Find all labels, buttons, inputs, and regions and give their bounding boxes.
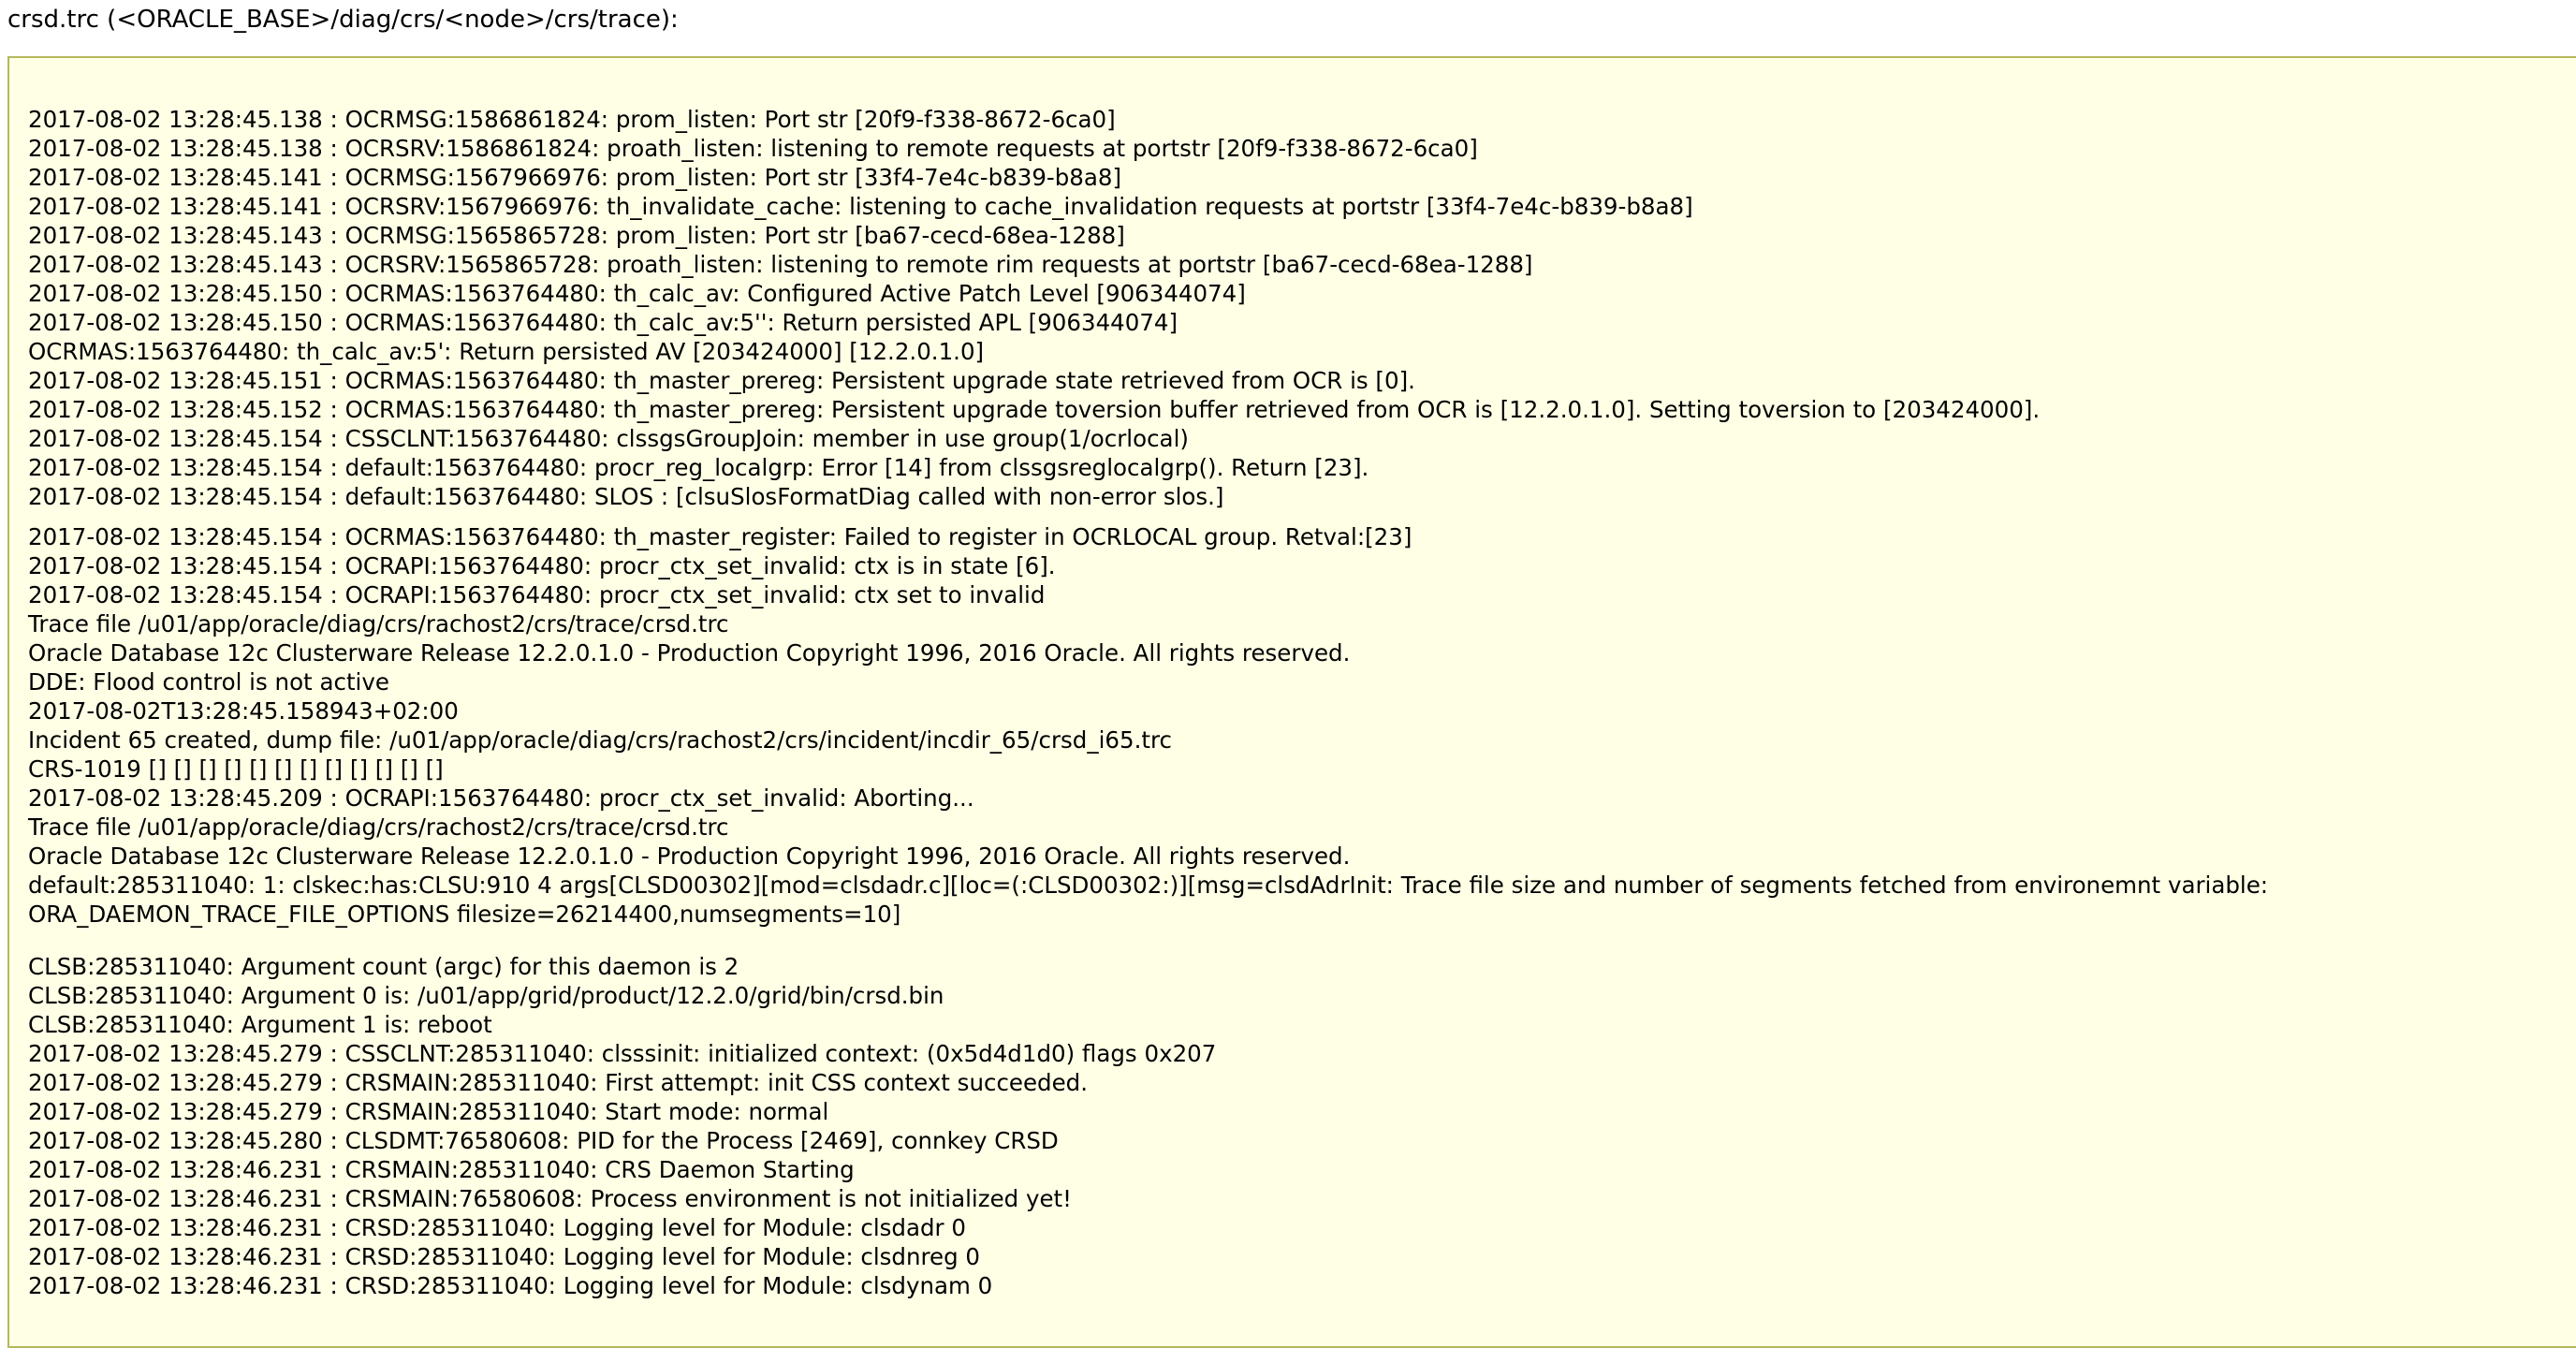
trace-block-3 [28,952,2570,1300]
trace-line: 2017-08-02 13:28:45.138 : OCRSRV:1586861824: proath_listen: listening to remote requests at portstr [20f9-f338-8672-6ca0] [28,135,1478,162]
block-spacer [28,511,2570,522]
page-heading: crsd.trc (<ORACLE_BASE>/diag/crs/<node>/crs/trace): [7,6,679,34]
trace-line: 2017-08-02 13:28:45.280 : CLSDMT:76580608: PID for the Process [2469], connkey CRSD [28,1127,1059,1154]
trace-line: DDE: Flood control is not active [28,668,389,696]
trace-block-1 [28,105,2570,511]
trace-line: 2017-08-02 13:28:46.231 : CRSD:285311040: Logging level for Module: clsdynam 0 [28,1272,993,1299]
trace-line: 2017-08-02 13:28:45.150 : OCRMAS:1563764480: th_calc_av: Configured Active Patch Level [906344074] [28,280,1246,307]
trace-line: 2017-08-02 13:28:45.279 : CRSMAIN:285311040: First attempt: init CSS context succeeded. [28,1069,1089,1096]
trace-line: 2017-08-02 13:28:45.152 : OCRMAS:1563764480: th_master_prereg: Persistent upgrade toversion buffer retrieved from OCR is [12.2.0.1.0]. Setting toversion to [203424000]. [28,396,2041,423]
trace-line: 2017-08-02 13:28:46.231 : CRSMAIN:285311040: CRS Daemon Starting [28,1156,855,1183]
trace-line: OCRMAS:1563764480: th_calc_av:5': Return persisted AV [203424000] [12.2.0.1.0] [28,338,985,365]
trace-line: 2017-08-02 13:28:45.154 : default:1563764480: procr_reg_localgrp: Error [14] from clssgsreglocalgrp(). Return [23]. [28,454,1369,481]
trace-line: 2017-08-02 13:28:45.141 : OCRSRV:1567966976: th_invalidate_cache: listening to cache_invalidation requests at portstr [33f4-7e4c-b839-b8a8] [28,193,1693,220]
trace-line: CLSB:285311040: Argument 1 is: reboot [28,1011,492,1038]
trace-line: 2017-08-02 13:28:45.138 : OCRMSG:1586861824: prom_listen: Port str [20f9-f338-8672-6ca0] [28,106,1116,133]
trace-line: 2017-08-02 13:28:45.154 : CSSCLNT:1563764480: clssgsGroupJoin: member in use group(1/ocrlocal) [28,425,1189,452]
trace-line: 2017-08-02 13:28:45.209 : OCRAPI:1563764480: procr_ctx_set_invalid: Aborting... [28,784,974,812]
trace-line: 2017-08-02 13:28:45.279 : CRSMAIN:285311040: Start mode: normal [28,1098,829,1125]
trace-line: 2017-08-02 13:28:46.231 : CRSMAIN:76580608: Process environment is not initialized yet! [28,1185,1072,1212]
trace-line: 2017-08-02 13:28:45.154 : OCRAPI:1563764480: procr_ctx_set_invalid: ctx is in state [6]. [28,552,1056,579]
trace-line: Oracle Database 12c Clusterware Release 12.2.0.1.0 - Production Copyright 1996, 2016 Oracle. All rights reserved. [28,639,1351,667]
trace-line: CRS-1019 [] [] [] [] [] [] [] [] [] [] [] [] [28,755,444,783]
trace-line: 2017-08-02 13:28:45.154 : OCRAPI:1563764480: procr_ctx_set_invalid: ctx set to invalid [28,581,1046,608]
trace-line: Incident 65 created, dump file: /u01/app/oracle/diag/crs/rachost2/crs/incident/incdir_65/crsd_i65.trc [28,726,1172,754]
trace-block-2 [28,522,2570,929]
trace-line: Oracle Database 12c Clusterware Release 12.2.0.1.0 - Production Copyright 1996, 2016 Oracle. All rights reserved. [28,842,1351,870]
trace-line: CLSB:285311040: Argument 0 is: /u01/app/grid/product/12.2.0/grid/bin/crsd.bin [28,982,944,1009]
trace-line: 2017-08-02 13:28:45.154 : default:1563764480: SLOS : [clsuSlosFormatDiag called with non-error slos.] [28,483,1224,510]
trace-log-box[interactable] [7,56,2576,1348]
trace-line: 2017-08-02 13:28:45.154 : OCRMAS:1563764480: th_master_register: Failed to register in OCRLOCAL group. Retval:[23] [28,523,1412,550]
trace-line: CLSB:285311040: Argument count (argc) for this daemon is 2 [28,953,739,980]
trace-line: Trace file /u01/app/oracle/diag/crs/rachost2/crs/trace/crsd.trc [28,813,729,841]
trace-line: 2017-08-02 13:28:45.151 : OCRMAS:1563764480: th_master_prereg: Persistent upgrade state retrieved from OCR is [0]. [28,367,1415,394]
trace-line: 2017-08-02 13:28:46.231 : CRSD:285311040: Logging level for Module: clsdadr 0 [28,1214,966,1241]
trace-line: 2017-08-02 13:28:45.150 : OCRMAS:1563764480: th_calc_av:5'': Return persisted APL [906344074] [28,309,1178,336]
trace-line: 2017-08-02 13:28:45.143 : OCRMSG:1565865728: prom_listen: Port str [ba67-cecd-68ea-1288] [28,222,1125,249]
trace-line: 2017-08-02 13:28:45.143 : OCRSRV:1565865728: proath_listen: listening to remote rim requests at portstr [ba67-cecd-68ea-1288] [28,251,1533,278]
trace-line: 2017-08-02 13:28:45.141 : OCRMSG:1567966976: prom_listen: Port str [33f4-7e4c-b839-b8a8] [28,164,1122,191]
trace-line: 2017-08-02T13:28:45.158943+02:00 [28,697,459,725]
block-spacer [28,929,2570,952]
trace-line: 2017-08-02 13:28:46.231 : CRSD:285311040: Logging level for Module: clsdnreg 0 [28,1243,981,1270]
trace-line: Trace file /u01/app/oracle/diag/crs/rachost2/crs/trace/crsd.trc [28,610,729,637]
trace-line-wrapped: default:285311040: 1: clskec:has:CLSU:910 4 args[CLSD00302][mod=clsdadr.c][loc=(:CLSD00302:)][msg=clsdAdrInit: Trace file size and number of segments fetched from environemnt variable: ORA_DAEMON_TRACE_FILE_OPTIONS filesize=26214400,numsegments=10] [28,872,2269,928]
trace-line: 2017-08-02 13:28:45.279 : CSSCLNT:285311040: clsssinit: initialized context: (0x5d4d1d0) flags 0x207 [28,1040,1217,1067]
